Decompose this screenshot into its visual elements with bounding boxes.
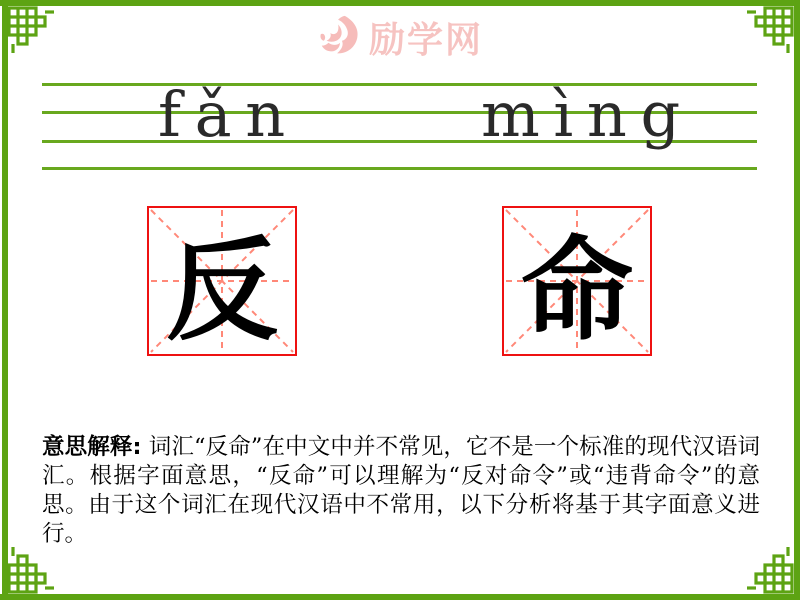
character-fan: 反	[166, 224, 278, 356]
corner-lattice-ornament-bottom-left	[6, 547, 54, 595]
explanation-label: 意思解释:	[42, 433, 142, 460]
meaning-explanation	[42, 433, 760, 549]
pinyin-guideline-4	[42, 167, 757, 170]
pinyin-word-fan: fǎn	[158, 78, 299, 151]
page-border-bottom	[0, 594, 800, 600]
logo-flame-icon	[317, 13, 363, 63]
corner-lattice-ornament-top-right	[747, 5, 795, 53]
page-border-right	[794, 0, 800, 600]
tianzige-box-ming	[502, 206, 652, 356]
explanation-text: 词汇“反命”在中文中并不常见，它不是一个标准的现代汉语词汇。根据字面意思，“反命”可以理解为“反对命令”或“违背命令”的意思。由于这个词汇在现代汉语中不常用，以下分析将基于其字面意义进行。	[42, 433, 760, 547]
page-border-left	[2, 0, 8, 600]
character-ming: 命	[521, 224, 633, 356]
tianzige-box-fan	[147, 206, 297, 356]
corner-lattice-ornament-bottom-right	[747, 547, 795, 595]
page-border-top	[0, 0, 800, 6]
corner-lattice-ornament-top-left	[6, 5, 54, 53]
logo-text: 励学网	[368, 20, 484, 61]
site-logo-watermark	[317, 12, 483, 63]
pinyin-word-ming: mìng	[481, 78, 694, 151]
